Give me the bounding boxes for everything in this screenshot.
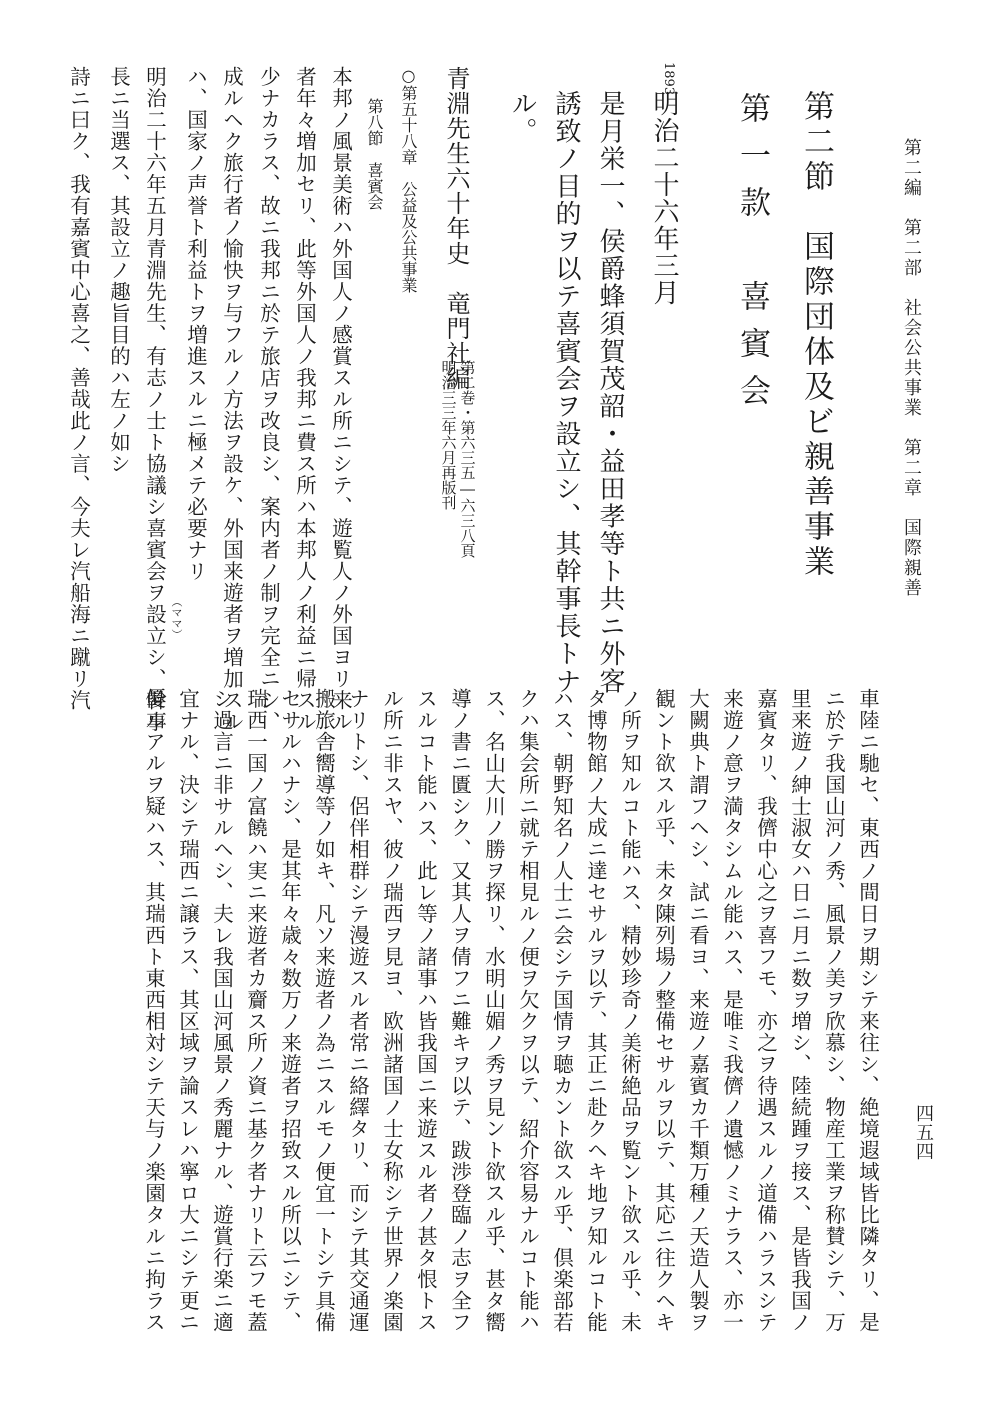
source-note-2: 明治三三年六月再版刊 — [439, 360, 458, 510]
lower-body-line-13: 導ノ書ニ匱シク、又其人ヲ倩フニ難キヲ以テ、跋渉登臨ノ志ヲ全フ — [447, 688, 472, 1333]
lead-line-2: 誘致ノ目的ヲ以テ喜賓会ヲ設立シ、其幹事長トナ — [551, 90, 581, 695]
lower-body-line-2: ニ於テ我国山河ノ秀、風景ノ美ヲ欣慕シ、物産工業ヲ称賛シテ、万 — [821, 688, 846, 1333]
lower-body-line-5: 来遊ノ意ヲ満タシムル能ハス、是唯ミ我儕ノ遺憾ノミナラス、亦一 — [719, 688, 744, 1333]
lower-body-line-1: 車陸ニ馳セ、東西ノ間日ヲ期シテ来往シ、絶境遐域皆比隣タリ、是 — [855, 688, 880, 1333]
lower-body-line-3: 里来遊ノ紳士淑女ハ日ニ月ニ数ヲ増シ、陸続踵ヲ接ス、是皆我国ノ — [787, 688, 812, 1333]
lead-line-3: ル。 — [507, 90, 537, 145]
lower-body-line-21: 宜ナル、決シテ瑞西ニ譲ラス、其区域ヲ論スレハ寧ロ大ニシテ更ニ — [175, 688, 200, 1333]
lower-body-line-7: 観ント欲スル乎、未タ陳列場ノ整備セサルヲ以テ、其応ニ往クヘキ — [651, 688, 676, 1333]
upper-body-line-8: 詩ニ曰ク、我有嘉賓中心喜之、善哉此ノ言、今夫レ汽船海ニ蹴リ汽 — [66, 66, 91, 711]
lower-body-line-17: 搬旅舎嚮導等ノ如キ、凡ソ来遊者ノ為ニスルモノ便宜一トシテ具備 — [311, 688, 336, 1333]
lower-body-line-19: 瑞西一国ノ富饒ハ実ニ来遊者カ齎ス所ノ資ニ基ク者ナリト云フモ蓋 — [243, 688, 268, 1333]
annotation-mama: （ママ） — [170, 596, 183, 640]
lower-body-line-10: ハス、朝野知名ノ人士ニ会シテ国情ヲ聴カント欲スル乎、倶楽部若 — [549, 688, 574, 1333]
lower-body-line-15: ル所ニ非スヤ、彼ノ瑞西ヲ見ヨ、欧洲諸国ノ士女称シテ世界ノ楽園 — [379, 688, 404, 1333]
running-head: 第二編 第二部 社会公共事業 第二章 国際親善 — [901, 138, 922, 598]
upper-body-line-2: 者年々増加セリ、此等外国人ノ我邦ニ費ス所ハ本邦人ノ利益ニ帰スル — [292, 66, 317, 733]
lead-line-1: 是月栄一、侯爵蜂須賀茂韶・益田孝等ト共ニ外客 — [595, 90, 625, 695]
lower-body-line-8: ノ所ヲ知ルコト能ハス、精妙珍奇ノ美術絶品ヲ覧ント欲スル乎、未 — [617, 688, 642, 1333]
upper-body-line-5: ハ、国家ノ声誉ト利益トヲ増進スルニ極メテ必要ナリ — [183, 66, 208, 582]
lower-body-line-12: ス、名山大川ノ勝ヲ探リ、水明山媚ノ秀ヲ見ント欲スル乎、甚タ嚮 — [481, 688, 506, 1333]
lower-body-line-11: クハ集会所ニ就テ相見ルノ便ヲ欠クヲ以テ、紹介容易ナルコト能ハ — [515, 688, 540, 1333]
lower-body-line-16: ナリトシ、侶伴相群シテ漫遊スル者常ニ絡繹タリ、而シテ其交通運 — [345, 688, 370, 1333]
entry-date: 明治二十六年三月 — [649, 90, 679, 306]
upper-body-line-4: 成ルヘク旅行者ノ愉快ヲ与フルノ方法ヲ設ケ、外国来遊者ヲ増加スル — [219, 66, 244, 733]
year-note: 1893 — [661, 62, 676, 96]
lower-body-line-4: 嘉賓タリ、我儕中心之ヲ喜フモ、亦之ヲ待遇スルノ道備ハラスシテ — [753, 688, 778, 1333]
upper-body-line-1: 本邦ノ風景美術ハ外国人ノ感賞スル所ニシテ、遊覧人ノ外国ヨリ来ル — [328, 66, 353, 733]
lower-body-line-20: シ過言ニ非サルヘシ、夫レ我国山河風景ノ秀麗ナル、遊賞行楽ニ適 — [209, 688, 234, 1333]
upper-body-line-3: 少ナカラス、故ニ我邦ニ於テ旅店ヲ改良シ、案内者ノ制ヲ完全ニシ、 — [256, 66, 281, 733]
lower-body-line-6: 大闕典ト謂フヘシ、試ニ看ヨ、来遊ノ嘉賓カ千類万種ノ天造人製ヲ — [685, 688, 710, 1333]
lower-body-line-22: 優ルアルヲ疑ハス、其瑞西ト東西相対シテ天与ノ楽園タルニ拘ラス — [141, 688, 166, 1333]
upper-body-line-7: 長ニ当選ス、其設立ノ趣旨目的ハ左ノ如シ — [106, 66, 131, 475]
subsection-title: 第一款 喜賓会 — [734, 92, 770, 421]
source-note-1: 第二巻・第六三五―六三八頁 — [458, 360, 477, 558]
source-chapter: ○第五十八章 公益及公共事業 — [399, 66, 418, 293]
page-number: 四五四 — [913, 1104, 934, 1161]
lower-body-line-9: タ博物館ノ大成ニ達セサルヲ以テ、其正ニ赴クヘキ地ヲ知ルコト能 — [583, 688, 608, 1333]
lower-body-line-18: セサルハナシ、是其年々歳々数万ノ来遊者ヲ招致スル所以ニシテ、 — [277, 688, 302, 1333]
lower-body-line-14: スルコト能ハス、此レ等ノ諸事ハ皆我国ニ来遊スル者ノ甚タ恨トス — [413, 688, 438, 1333]
section-title: 第二節 国際団体及ビ親善事業 — [798, 90, 834, 580]
upper-body-line-6: 明治二十六年五月青淵先生、有志ノ士ト協議シ喜賓会ヲ設立シ、幹事 — [142, 66, 167, 733]
source-section: 第八節 喜賓会 — [365, 98, 384, 210]
source-title: 青淵先生六十年史 竜門社編 — [442, 66, 470, 391]
